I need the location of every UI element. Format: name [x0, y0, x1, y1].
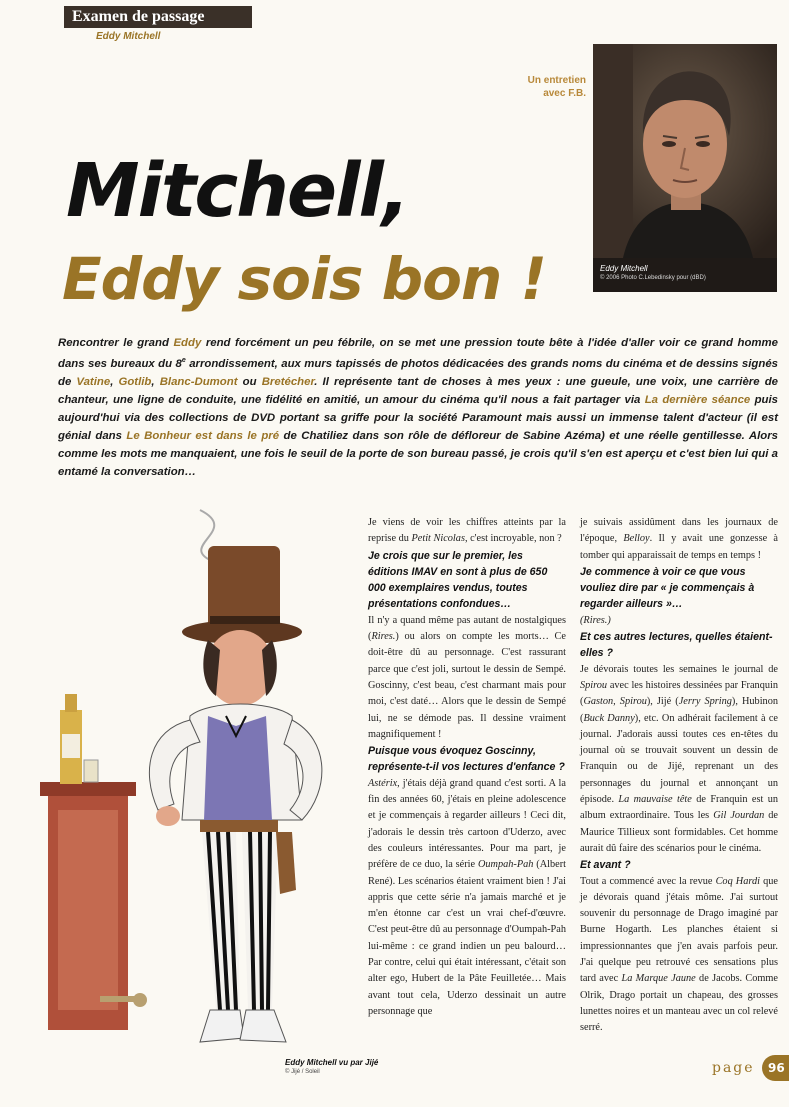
interviewer-question: Puisque vous évoquez Goscinny, représente-t-il vos lectures d'enfance ?: [368, 745, 565, 774]
intro-text: ,: [151, 375, 160, 388]
intro-highlight: Bretécher: [261, 375, 315, 388]
illustration-credit: © Jijé / Soleil: [285, 1069, 320, 1075]
text: ), Hubinon (: [580, 696, 778, 724]
intro-text: ou: [237, 375, 262, 388]
title-reference: Coq Hardi: [715, 875, 761, 887]
title-reference: Spirou: [580, 679, 608, 691]
aside: Rires.: [371, 631, 396, 643]
text: ), etc. On adhérait facilement à ce journal. J'adorais aussi toutes ces en-têtes du journal où se trouvait souvent un dessin de Franquin ou de Jijé, reprenant un des personnages du journal et annonçant un épisode.: [580, 712, 778, 806]
text: ) ou alors on compte les morts… Ce doit-être dû au personnage. C'est rassurant parce que c'est joli, surtout le dessin de Sempé. Goscinny, c'est beau, c'est charmant mais pour moi, c'est daté… Alors que le dessin de Sempé lui, ne se démode pas. Il dessine vraiment magnifiquement !: [368, 631, 566, 740]
text: Je viens de voir les chiffres atteints par la reprise du: [368, 517, 566, 545]
interviewer-question: Et avant ?: [580, 859, 631, 872]
text: je suivais assidûment dans les journaux de l'époque,: [580, 517, 778, 545]
text: ), Jijé (: [646, 696, 679, 708]
intro-text: . Il représente tant de choses à mes yeux : une gueule, une voix, une carrière de chanteur, une ligne de conduite, une fidélité en amitié, un amour du cinéma qu'il nous a fait partager via: [58, 375, 778, 406]
text: de Franquin est un album extraordinaire. Tous les: [580, 794, 779, 822]
intro-text: de Chatiliez dans son rôle de défloreur de Sabine Azéma) et une réelle gentillesse. Alors comme les mots me manquaient, une fois le seuil de la porte de son bureau passé, je crois qu'il s'en est aperçu et c'est bien lui qui a entamé la conversation…: [58, 429, 778, 478]
intro-highlight: Blanc-Dumont: [159, 375, 238, 388]
title-reference: Gil Jourdan: [713, 810, 765, 822]
text: de Maurice Tillieux sont formidables. Cet homme aurait dû faire des scénarios pour le cinéma.: [580, 810, 778, 854]
page-label: page: [712, 1060, 755, 1076]
title-reference: Buck Danny: [583, 712, 635, 724]
paragraph: [580, 515, 778, 564]
intro-highlight: Gotlib: [118, 375, 152, 388]
intro-superscript: e: [181, 357, 186, 364]
title-reference: Petit Nicolas: [411, 533, 465, 545]
title-reference: La mauvaise tête: [618, 794, 692, 806]
intro-highlight: Vatine: [76, 375, 111, 388]
portrait-photo: [593, 44, 777, 258]
title-reference: Belloy: [623, 533, 650, 545]
paragraph: [580, 662, 778, 858]
title-reference: Oumpah-Pah: [477, 859, 534, 871]
paragraph: [368, 776, 566, 1020]
article-column-2: [580, 515, 778, 1037]
intro-text: arrondissement, aux murs tapissés de photos dédicacées des grands noms du cinéma et de dessins signés de: [58, 357, 779, 388]
interview-line-2: avec F.B.: [543, 88, 586, 99]
interview-credit: [486, 74, 586, 100]
text: , j'étais déjà grand quand c'est sorti. A la fin des années 60, j'étais en pleine adolescence et je commençais à regarder ailleurs ! Ceci dit, j'adorais le dessin très cartoon d'Uderzo, avec des couleurs intéressantes. Pour ma part, je préfère de ce duo, la série: [368, 777, 566, 871]
title-reference: Jerry Spring: [678, 696, 732, 708]
paragraph: [580, 613, 778, 629]
text: Je dévorais toutes les semaines le journal de: [580, 663, 778, 675]
text: Il n'y a quand même pas autant de nostalgiques (: [368, 614, 566, 643]
interviewer-question: Je commence à voir ce que vous vouliez dire par « je commençais à regarder ailleurs »…: [580, 565, 755, 611]
text: de Jacobs. Comme Olrik, Drago portait un chapeau, des grosses lunettes noires et un manteau avec un col relevé serré.: [580, 973, 778, 1034]
paragraph: [580, 874, 778, 1037]
text: que je dévorais quand j'étais môme. J'ai surtout souvenir du personnage de Drago imaginé par Burne Hogarth. Les planches étaient si impressionnantes que j'en avais parfois peur. J'ai quelque peu retrouvé ces sensations plus tard avec: [580, 875, 778, 985]
interviewer-question: Je crois que sur le premier, les éditions IMAV en sont à plus de 650 000 exemplaires vendus, toutes présentations confondues…: [368, 549, 548, 611]
intro-text: Rencontrer le grand: [58, 337, 174, 349]
intro-paragraph: [58, 334, 778, 481]
text: (Albert René). Les scénarios étaient vraiment bien ! J'ai appris que cette série n'a jamais marché et je m'en étonne car c'est un vrai chef-d'œuvre. C'est peut-être dû au personnage d'Oumpah-Pah lui-même : ce grand indien un peu balourd… Par contre, celui qui était intéressant, c'était son alter ego, Hubert de la Pâte Feuilletée… Mais avant tout cela, Uderzo dessinait un autre personnage que: [368, 859, 566, 1017]
intro-highlight: Le Bonheur est dans le pré: [126, 429, 280, 442]
page-number: 96: [762, 1055, 789, 1081]
interview-line-1: Un entretien: [527, 75, 586, 86]
interviewer-question: Et ces autres lectures, quelles étaient-elles ?: [580, 631, 773, 660]
title-reference: Astérix: [368, 777, 398, 789]
headline-line-1: Mitchell,: [66, 148, 408, 234]
paragraph: [368, 515, 566, 548]
caricature-illustration: [40, 490, 360, 1050]
text: Tout a commencé avec la revue: [580, 875, 716, 887]
paragraph: [368, 613, 566, 743]
intro-text: ,: [110, 375, 119, 388]
intro-text: puis aujourd'hui via des collections de DVD portant sa griffe pour la société Paramount mais aussi un immense talent d'acteur (il est génial dans: [58, 393, 778, 442]
headline-line-2: Eddy sois bon !: [62, 245, 546, 313]
illustration-caption: Eddy Mitchell vu par Jijé: [285, 1058, 379, 1067]
photo-caption: Eddy Mitchell: [600, 264, 648, 273]
article-column-1: [368, 515, 566, 1020]
intro-highlight: La dernière séance: [644, 393, 751, 406]
title-reference: Gaston, Spirou: [583, 696, 647, 708]
intro-highlight: Eddy: [173, 337, 202, 349]
aside: (Rires.): [580, 614, 611, 626]
text: , c'est incroyable, non ?: [464, 533, 562, 545]
text: . Il y avait une gonzesse à tomber qui apparaissait de temps en temps !: [580, 533, 779, 561]
text: avec les histoires dessinées par Franquin (: [580, 679, 778, 708]
intro-text: rend forcément un peu fébrile, on se met une pression toute bête à l'idée d'aller voir ce grand homme dans ses bureaux du 8: [58, 337, 778, 370]
section-tag: Examen de passage: [64, 6, 252, 28]
title-reference: La Marque Jaune: [621, 973, 696, 985]
byline: Eddy Mitchell: [96, 31, 161, 42]
photo-credit: © 2006 Photo C.Lebedinsky pour (dBD): [600, 275, 706, 281]
